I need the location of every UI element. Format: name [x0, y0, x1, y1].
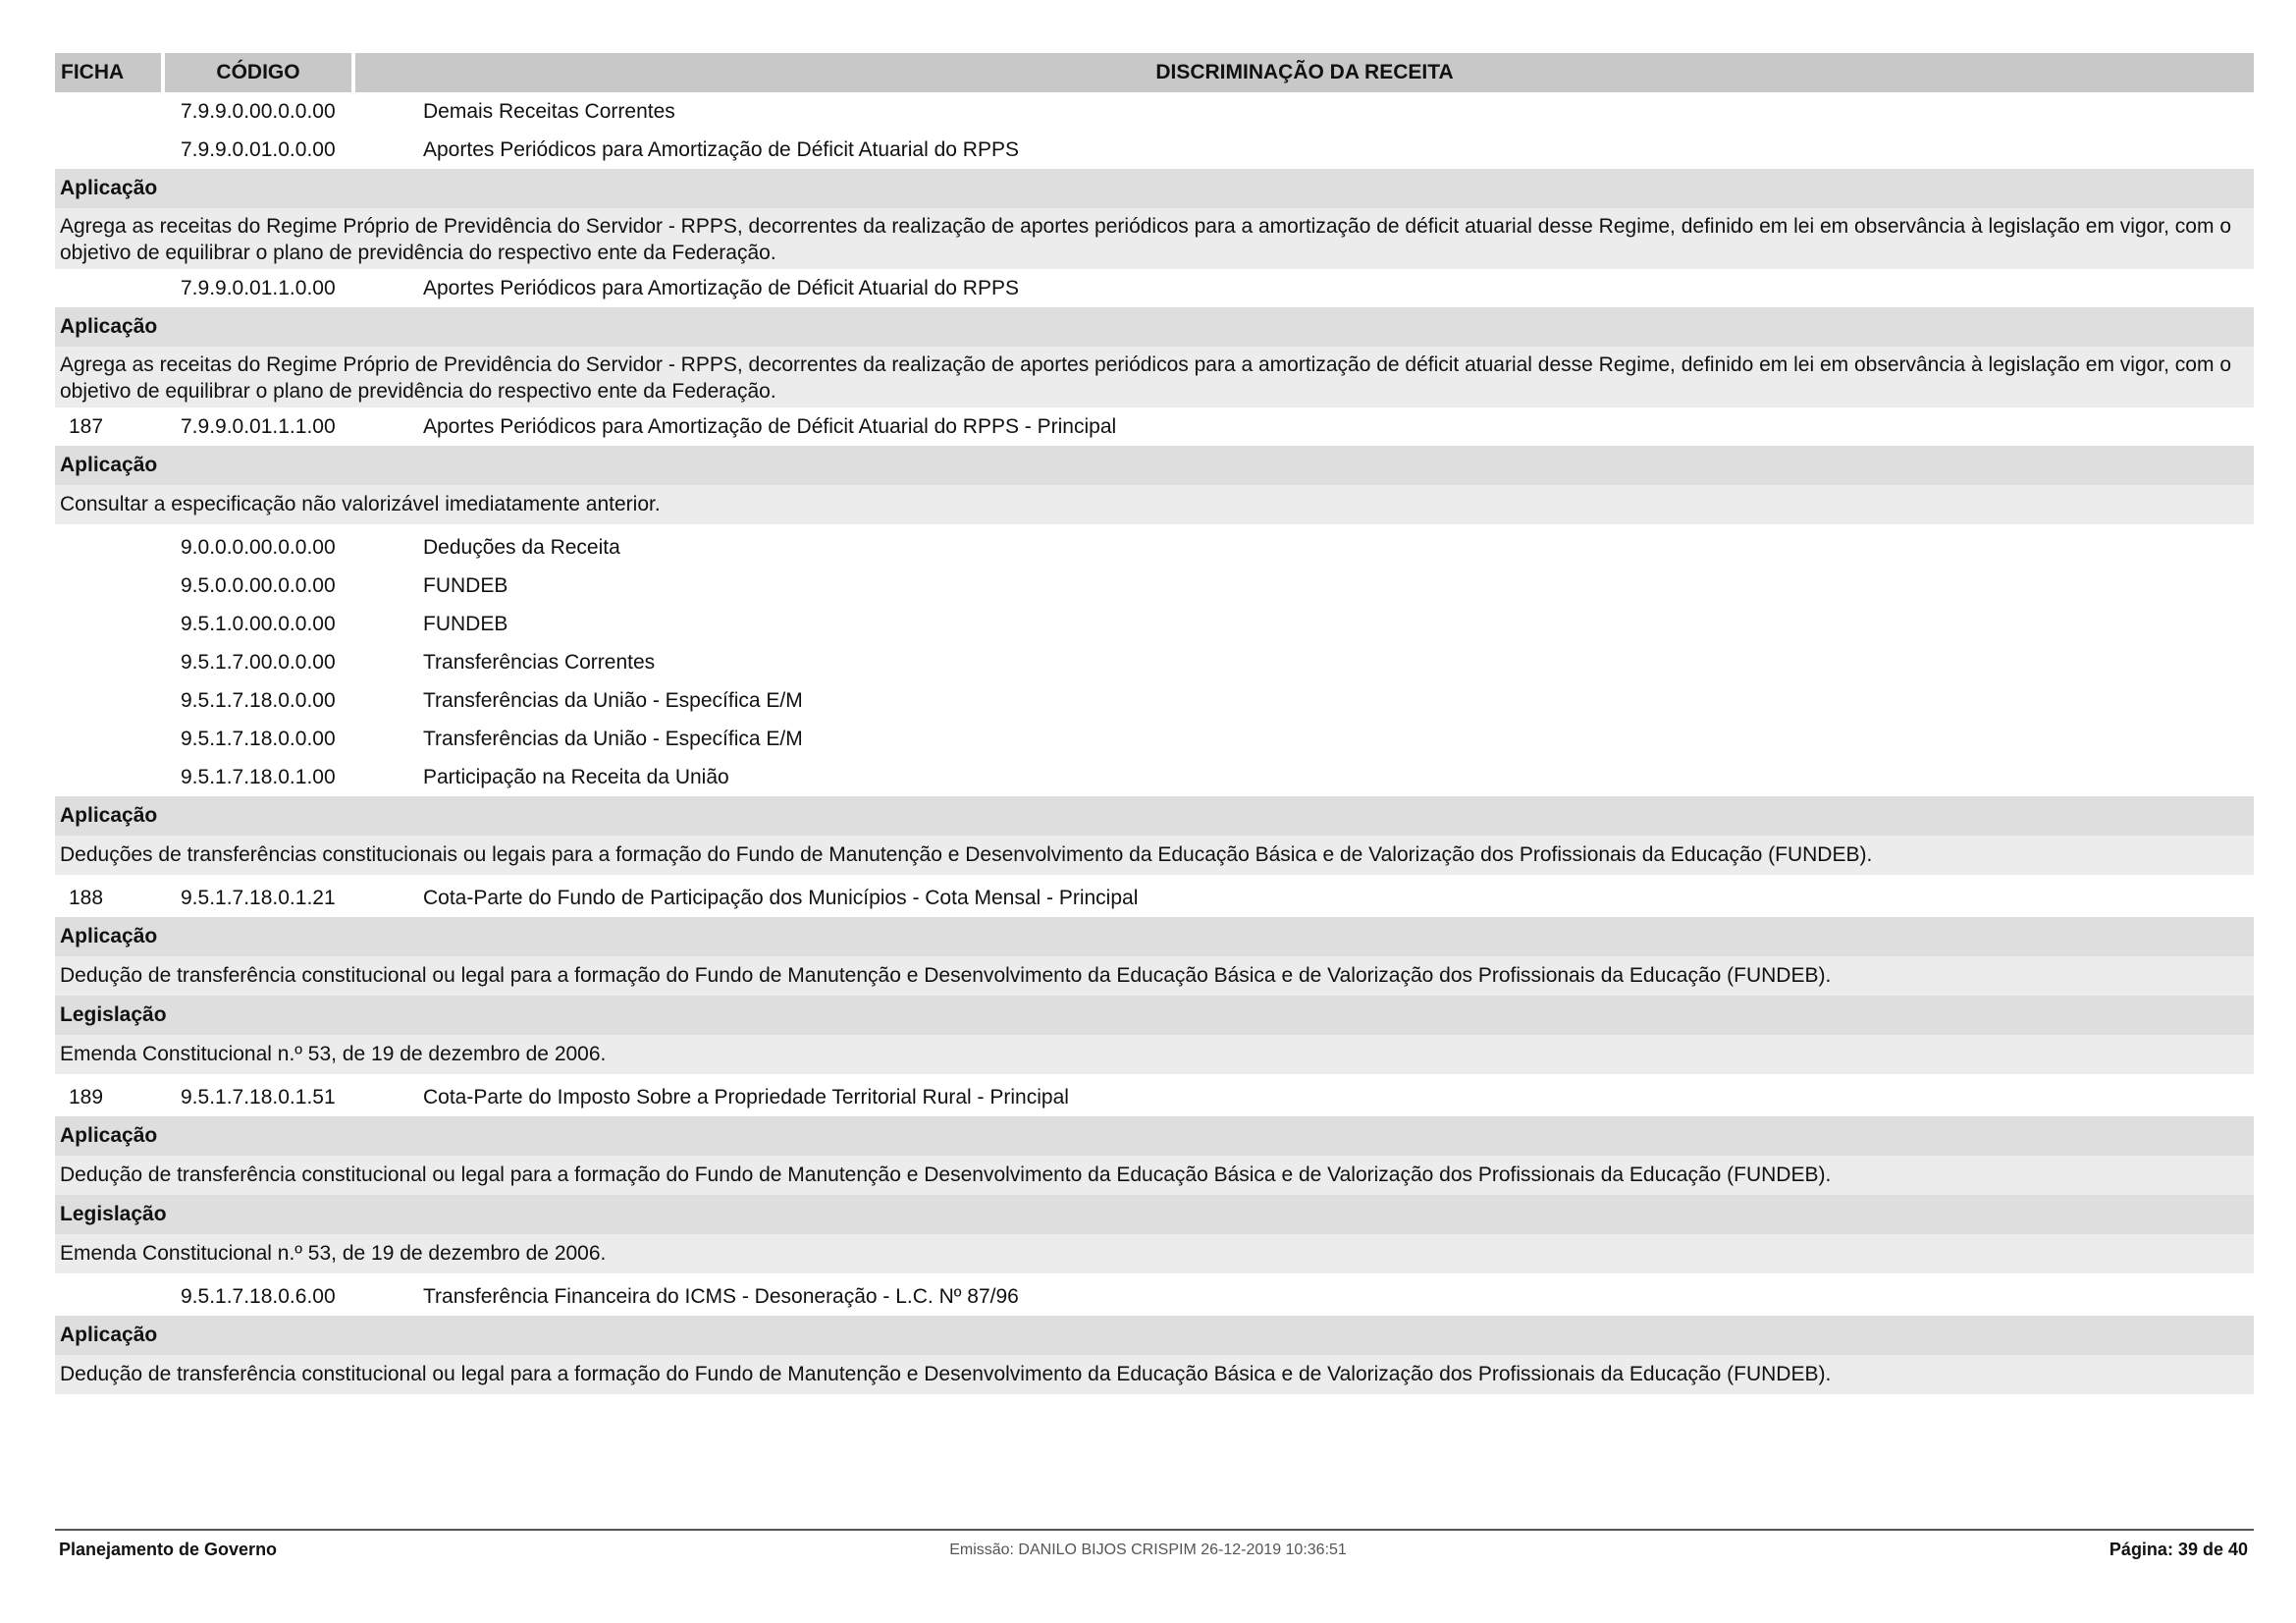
- section-label-legislacao: Legislação: [55, 1195, 2254, 1234]
- section-label-aplicacao: Aplicação: [55, 1316, 2254, 1355]
- section-text: Dedução de transferência constitucional ou legal para a formação do Fundo de Manutenção e Desenvolvimento da Educação Básica e de Valorização dos Profissionais da Educação (FUNDEB).: [55, 1355, 2254, 1394]
- row-description: Cota-Parte do Fundo de Participação dos Municípios - Cota Mensal - Principal: [423, 886, 1139, 909]
- row-codigo: 7.9.9.0.01.0.0.00: [181, 137, 336, 161]
- table-row: [55, 605, 2254, 643]
- table-row: [55, 528, 2254, 567]
- section-label-aplicacao: Aplicação: [55, 169, 2254, 208]
- table-row: [55, 92, 2254, 131]
- section-text: Consultar a especificação não valorizável imediatamente anterior.: [55, 485, 2254, 524]
- row-codigo: 9.0.0.0.00.0.0.00: [181, 535, 336, 559]
- table-row: [55, 567, 2254, 605]
- table-row: [55, 1277, 2254, 1316]
- table-row: [55, 407, 2254, 446]
- section-text: Agrega as receitas do Regime Próprio de Previdência do Servidor - RPPS, decorrentes da realização de aportes periódicos para a amortização de déficit atuarial desse Regime, definido em lei em observância à legislação em vigor, com o objetivo de equilibrar o plano de previdência do respectivo ente da Federação.: [55, 347, 2254, 407]
- table-row: [55, 269, 2254, 307]
- table-row: [55, 720, 2254, 758]
- section-label-aplicacao: Aplicação: [55, 1116, 2254, 1156]
- row-description: Participação na Receita da União: [423, 765, 729, 788]
- row-description: FUNDEB: [423, 612, 508, 635]
- row-ficha: 189: [69, 1085, 104, 1109]
- row-description: Deduções da Receita: [423, 535, 620, 559]
- table-row: [55, 131, 2254, 169]
- table-row: [55, 758, 2254, 796]
- footer-divider: [55, 1529, 2254, 1531]
- row-description: Demais Receitas Correntes: [423, 99, 675, 123]
- footer-title: Planejamento de Governo: [59, 1540, 278, 1559]
- header-discriminacao: DISCRIMINAÇÃO DA RECEITA: [351, 53, 2254, 92]
- row-description: Transferências da União - Específica E/M: [423, 727, 803, 750]
- table-row: [55, 1078, 2254, 1116]
- section-label-aplicacao: Aplicação: [55, 446, 2254, 485]
- section-text: Dedução de transferência constitucional ou legal para a formação do Fundo de Manutenção e Desenvolvimento da Educação Básica e de Valorização dos Profissionais da Educação (FUNDEB).: [55, 956, 2254, 996]
- row-codigo: 7.9.9.0.01.1.0.00: [181, 276, 336, 299]
- header-codigo: CÓDIGO: [161, 53, 351, 92]
- row-description: Aportes Periódicos para Amortização de Déficit Atuarial do RPPS: [423, 137, 1019, 161]
- row-codigo: 7.9.9.0.00.0.0.00: [181, 99, 336, 123]
- table-row: [55, 681, 2254, 720]
- section-text: Dedução de transferência constitucional ou legal para a formação do Fundo de Manutenção e Desenvolvimento da Educação Básica e de Valorização dos Profissionais da Educação (FUNDEB).: [55, 1156, 2254, 1195]
- section-text: Emenda Constitucional n.º 53, de 19 de dezembro de 2006.: [55, 1035, 2254, 1074]
- row-ficha: 188: [69, 886, 104, 909]
- row-codigo: 9.5.1.7.18.0.1.51: [181, 1085, 336, 1109]
- section-text: Deduções de transferências constitucionais ou legais para a formação do Fundo de Manutenção e Desenvolvimento da Educação Básica e de Valorização dos Profissionais da Educação (FUNDEB).: [55, 836, 2254, 875]
- row-description: Transferências Correntes: [423, 650, 656, 674]
- row-ficha: 187: [69, 414, 104, 438]
- row-codigo: 9.5.1.0.00.0.0.00: [181, 612, 336, 635]
- table-header: [55, 53, 2254, 92]
- table-row: [55, 643, 2254, 681]
- row-codigo: 9.5.1.7.00.0.0.00: [181, 650, 336, 674]
- footer-page-number: Página: 39 de 40: [2109, 1540, 2248, 1559]
- section-text: Agrega as receitas do Regime Próprio de Previdência do Servidor - RPPS, decorrentes da realização de aportes periódicos para a amortização de déficit atuarial desse Regime, definido em lei em observância à legislação em vigor, com o objetivo de equilibrar o plano de previdência do respectivo ente da Federação.: [55, 208, 2254, 269]
- row-description: Transferência Financeira do ICMS - Desoneração - L.C. Nº 87/96: [423, 1284, 1019, 1308]
- table-row: [55, 879, 2254, 917]
- header-ficha: FICHA: [61, 61, 125, 83]
- section-label-legislacao: Legislação: [55, 996, 2254, 1035]
- section-label-aplicacao: Aplicação: [55, 917, 2254, 956]
- row-description: FUNDEB: [423, 573, 508, 597]
- report-table: [55, 53, 2254, 1394]
- row-description: Aportes Periódicos para Amortização de Déficit Atuarial do RPPS: [423, 276, 1019, 299]
- row-description: Aportes Periódicos para Amortização de Déficit Atuarial do RPPS - Principal: [423, 414, 1117, 438]
- row-codigo: 9.5.1.7.18.0.0.00: [181, 688, 336, 712]
- footer-emission: Emissão: DANILO BIJOS CRISPIM 26-12-2019 10:36:51: [949, 1542, 1347, 1558]
- section-text: Emenda Constitucional n.º 53, de 19 de dezembro de 2006.: [55, 1234, 2254, 1273]
- row-codigo: 9.5.1.7.18.0.0.00: [181, 727, 336, 750]
- row-codigo: 7.9.9.0.01.1.1.00: [181, 414, 336, 438]
- section-label-aplicacao: Aplicação: [55, 796, 2254, 836]
- row-codigo: 9.5.0.0.00.0.0.00: [181, 573, 336, 597]
- row-codigo: 9.5.1.7.18.0.6.00: [181, 1284, 336, 1308]
- row-description: Transferências da União - Específica E/M: [423, 688, 803, 712]
- row-codigo: 9.5.1.7.18.0.1.00: [181, 765, 336, 788]
- section-label-aplicacao: Aplicação: [55, 307, 2254, 347]
- row-codigo: 9.5.1.7.18.0.1.21: [181, 886, 336, 909]
- row-description: Cota-Parte do Imposto Sobre a Propriedade Territorial Rural - Principal: [423, 1085, 1069, 1109]
